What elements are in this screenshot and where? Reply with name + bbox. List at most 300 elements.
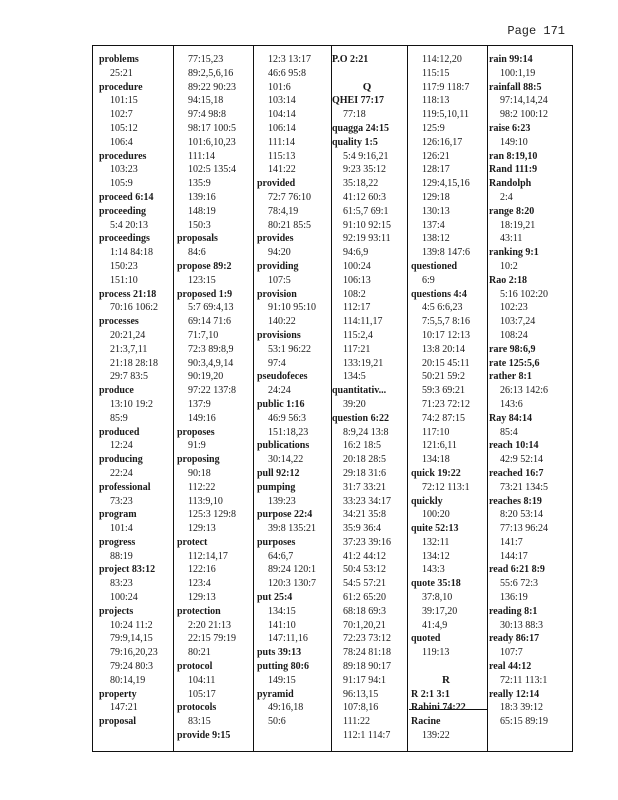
index-reference: 72:12 113:1 [422, 481, 470, 493]
index-reference: 132:11 [422, 536, 450, 548]
index-reference: 151:10 [110, 274, 138, 286]
index-reference: 106:13 [343, 274, 371, 286]
index-reference: 7:5,5,7 8:16 [422, 316, 471, 328]
index-reference: 5:4 9:16,21 [343, 150, 389, 162]
index-reference: 50:21 59:2 [422, 371, 466, 383]
index-reference: 20:15 45:11 [422, 357, 470, 369]
index-reference: 106:4 [110, 136, 133, 148]
index-reference: 117:21 [343, 343, 371, 355]
index-reference: 108:2 [343, 288, 366, 300]
index-reference: 9:23 35:12 [343, 164, 387, 176]
index-reference: 105:9 [110, 178, 133, 190]
index-term: publications [257, 440, 310, 452]
index-reference: 143:6 [500, 398, 523, 410]
index-reference: 25:21 [110, 67, 133, 79]
index-reference: 79:9,14,15 [110, 633, 153, 645]
index-reference: 91:9 [188, 440, 206, 452]
index-term: quick 19:22 [411, 467, 461, 479]
index-reference: 103:7,24 [500, 316, 536, 328]
index-term: rain 99:14 [489, 54, 533, 65]
index-reference: 78:4,19 [268, 205, 299, 217]
index-reference: 101:15 [110, 95, 138, 107]
index-term: reaches 8:19 [489, 495, 542, 507]
index-term: processes [99, 316, 139, 328]
index-term: question 6:22 [332, 412, 389, 424]
index-reference: 90:18 [188, 467, 211, 479]
index-reference: 39:17,20 [422, 605, 458, 617]
index-reference: 149:16 [188, 412, 216, 424]
index-reference: 22:15 79:19 [188, 633, 237, 645]
index-term: put 25:4 [257, 592, 293, 604]
index-reference: 129:18 [422, 191, 450, 203]
index-term: reached 16:7 [489, 467, 544, 479]
index-reference: 115:13 [268, 150, 296, 162]
index-reference: 50:4 53:12 [343, 564, 387, 576]
index-reference: 105:12 [110, 122, 138, 134]
index-term: proposals [177, 233, 218, 245]
index-term: quote 35:18 [411, 578, 461, 590]
index-reference: 73:21 134:5 [500, 481, 549, 493]
index-reference: 70:16 106:2 [110, 302, 159, 314]
index-reference: 139:23 [268, 495, 296, 507]
index-term: R 2:1 3:1 [411, 688, 450, 700]
index-reference: 79:16,20,23 [110, 647, 158, 659]
index-reference: 65:15 89:19 [500, 716, 549, 728]
index-reference: 117:9 118:7 [422, 81, 470, 93]
index-term: process 21:18 [99, 288, 157, 300]
column-divider [487, 46, 488, 751]
index-reference: 111:14 [268, 136, 296, 148]
column-divider [253, 46, 254, 751]
index-reference: 111:14 [188, 150, 216, 162]
index-reference: 119:5,10,11 [422, 109, 470, 121]
index-term: Randolph [489, 178, 532, 190]
index-reference: 59:3 69:21 [422, 385, 466, 397]
index-reference: 107:8,16 [343, 702, 379, 714]
index-reference: 54:5 57:21 [343, 578, 387, 590]
index-reference: 118:13 [422, 95, 450, 107]
index-reference: 50:6 [268, 716, 286, 728]
index-column-5 [411, 53, 481, 743]
index-term: protocol [177, 661, 213, 673]
index-reference: 77:13 96:24 [500, 523, 549, 535]
index-reference: 5:7 69:4,13 [188, 302, 234, 314]
word-index-table [92, 45, 573, 752]
column-divider [407, 46, 408, 751]
index-term: pumping [257, 481, 296, 493]
index-reference: 24:24 [268, 385, 291, 397]
index-reference: 33:23 34:17 [343, 495, 392, 507]
index-term: puts 39:13 [257, 647, 302, 659]
index-reference: 94:15,18 [188, 95, 224, 107]
index-term: professional [99, 481, 151, 493]
index-reference: 41:4,9 [422, 619, 448, 631]
index-reference [332, 67, 402, 81]
index-term: putting 80:6 [257, 661, 309, 673]
index-reference: 72:7 76:10 [268, 191, 312, 203]
index-reference: 112:22 [188, 481, 216, 493]
index-reference: 37:23 39:16 [343, 536, 392, 548]
index-reference: 53:1 96:22 [268, 343, 312, 355]
index-reference: 18:19,21 [500, 219, 536, 231]
index-reference: 141:10 [268, 619, 296, 631]
index-reference: 135:9 [188, 178, 211, 190]
index-reference: 84:6 [188, 247, 206, 259]
index-reference: 149:15 [268, 674, 296, 686]
index-term: progress [99, 536, 136, 548]
index-term: protect [177, 536, 208, 548]
index-reference: 29:7 83:5 [110, 371, 149, 383]
index-reference: 79:24 80:3 [110, 661, 154, 673]
index-reference: 91:10 95:10 [268, 302, 317, 314]
index-term: read 6:21 8:9 [489, 564, 545, 576]
index-reference: 4:5 6:6,23 [422, 302, 463, 314]
index-reference: 49:16,18 [268, 702, 304, 714]
index-reference: 129:13 [188, 523, 216, 535]
index-term: provides [257, 233, 294, 245]
index-term: real 44:12 [489, 661, 532, 673]
index-reference: 150:23 [110, 260, 138, 272]
index-reference: 41:2 44:12 [343, 550, 387, 562]
index-term: pyramid [257, 688, 294, 700]
index-term: pseudofeces [257, 371, 308, 383]
index-reference: 92:19 93:11 [343, 233, 391, 245]
index-reference: 68:18 69:3 [343, 605, 387, 617]
index-reference: 101:6 [268, 81, 291, 93]
index-reference: 102:7 [110, 109, 133, 121]
index-term: purpose 22:4 [257, 509, 313, 521]
index-reference: 140:22 [268, 316, 296, 328]
index-reference: 2:20 21:13 [188, 619, 232, 631]
index-term: quality 1:5 [332, 136, 378, 148]
column-divider [173, 46, 174, 751]
index-reference: 107:5 [268, 274, 291, 286]
index-reference: 18:3 39:12 [500, 702, 544, 714]
index-reference: 77:15,23 [188, 54, 224, 65]
index-reference: 8:20 53:14 [500, 509, 544, 521]
index-reference: 83:15 [188, 716, 211, 728]
index-term: provided [257, 178, 296, 190]
index-reference: 121:6,11 [422, 440, 457, 452]
index-reference: 77:18 [343, 109, 366, 121]
index-term: quantitativ... [332, 385, 387, 397]
index-term: QHEI 77:17 [332, 95, 384, 107]
index-reference: 70:1,20,21 [343, 619, 386, 631]
index-reference: 138:12 [422, 233, 450, 245]
index-reference: 111:22 [343, 716, 371, 728]
index-reference: 112:17 [343, 302, 371, 314]
index-reference: 20:21,24 [110, 329, 146, 341]
index-reference: 98:17 100:5 [188, 122, 237, 134]
index-reference: 144:17 [500, 550, 528, 562]
index-term: questioned [411, 260, 458, 272]
index-reference: 134:12 [422, 550, 450, 562]
index-reference: 80:21 85:5 [268, 219, 312, 231]
index-reference: 72:3 89:8,9 [188, 343, 234, 355]
index-reference: 46:6 95:8 [268, 67, 307, 79]
index-reference: 41:12 60:3 [343, 191, 387, 203]
index-reference: 134:5 [343, 371, 366, 383]
index-term: proposes [177, 426, 215, 438]
index-column-3 [257, 53, 316, 729]
index-reference: 128:17 [422, 164, 450, 176]
index-reference: 136:19 [500, 592, 528, 604]
index-term: Rao 2:18 [489, 274, 528, 286]
index-term: purposes [257, 536, 296, 548]
index-term: P.O 2:21 [332, 54, 369, 65]
index-reference: 101:6,10,23 [188, 136, 236, 148]
index-reference: 139:16 [188, 191, 216, 203]
index-term: rare 98:6,9 [489, 343, 536, 355]
index-reference: 72:11 113:1 [500, 674, 548, 686]
index-reference: 2:4 [500, 191, 513, 203]
index-term: rainfall 88:5 [489, 81, 542, 93]
index-reference: 123:4 [188, 578, 211, 590]
index-reference: 97:4 98:8 [188, 109, 227, 121]
index-reference: 141:22 [268, 164, 296, 176]
index-reference: 106:14 [268, 122, 296, 134]
index-reference: 101:4 [110, 523, 133, 535]
index-reference: 21:18 28:18 [110, 357, 159, 369]
index-term: program [99, 509, 137, 521]
index-reference: 5:16 102:20 [500, 288, 549, 300]
index-term: projects [99, 605, 134, 617]
index-reference: 10:24 11:2 [110, 619, 153, 631]
index-reference: 143:3 [422, 564, 445, 576]
index-reference: 139:8 147:6 [422, 247, 471, 259]
index-term: propose 89:2 [177, 260, 232, 272]
index-reference: 133:19,21 [343, 357, 384, 369]
index-reference: 112:14,17 [188, 550, 228, 562]
index-term: questions 4:4 [411, 288, 467, 300]
index-term: produce [99, 385, 134, 397]
index-reference: 150:3 [188, 219, 211, 231]
index-reference [411, 660, 481, 674]
index-term: Racine [411, 716, 441, 728]
index-reference: 71:23 72:12 [422, 398, 471, 410]
index-reference: 151:18,23 [268, 426, 309, 438]
index-term: project 83:12 [99, 564, 156, 576]
index-reference: 139:22 [422, 730, 450, 742]
index-column-4 [332, 53, 402, 743]
index-term: quoted [411, 633, 441, 645]
index-reference: 16:2 18:5 [343, 440, 382, 452]
index-reference: 6:9 [422, 274, 435, 286]
index-reference: 100:24 [343, 260, 371, 272]
index-term: Rand 111:9 [489, 164, 538, 176]
index-reference: 30:13 88:3 [500, 619, 544, 631]
index-reference: 29:18 31:6 [343, 467, 387, 479]
index-reference: 97:22 137:8 [188, 385, 237, 397]
index-term: pull 92:12 [257, 467, 300, 479]
index-reference: 125:9 [422, 122, 445, 134]
index-reference: 98:2 100:12 [500, 109, 549, 121]
index-reference: 34:21 35:8 [343, 509, 387, 521]
index-reference: 78:24 81:18 [343, 647, 392, 659]
index-reference: 96:13,15 [343, 688, 379, 700]
index-reference: 100:1,19 [500, 67, 536, 79]
index-reference: 42:9 52:14 [500, 454, 544, 466]
index-term: public 1:16 [257, 398, 305, 410]
index-reference: 83:23 [110, 578, 133, 590]
index-reference: 80:21 [188, 647, 211, 659]
index-reference: 30:14,22 [268, 454, 304, 466]
index-reference: 103:23 [110, 164, 138, 176]
index-term: ran 8:19,10 [489, 150, 538, 162]
index-reference: 20:18 28:5 [343, 454, 387, 466]
index-reference: 64:6,7 [268, 550, 294, 562]
index-reference: 22:24 [110, 467, 133, 479]
index-reference: 71:7,10 [188, 329, 219, 341]
index-term: proposed 1:9 [177, 288, 233, 300]
index-reference: 39:8 135:21 [268, 523, 317, 535]
index-reference: 97:14,14,24 [500, 95, 548, 107]
index-reference: 8:9,24 13:8 [343, 426, 389, 438]
section-letter: Q [362, 80, 372, 93]
index-term: property [99, 688, 137, 700]
index-term: ranking 9:1 [489, 247, 539, 259]
index-reference: 10:17 12:13 [422, 329, 471, 341]
index-reference: 100:20 [422, 509, 450, 521]
index-reference: 137:4 [422, 219, 445, 231]
index-reference: 90:3,4,9,14 [188, 357, 234, 369]
index-reference: 130:13 [422, 205, 450, 217]
index-reference: 37:8,10 [422, 592, 453, 604]
index-term: protection [177, 605, 221, 617]
index-reference: 39:20 [343, 398, 366, 410]
index-reference: 115:15 [422, 67, 450, 79]
index-reference: 97:4 [268, 357, 286, 369]
index-reference: 104:11 [188, 674, 216, 686]
index-reference: 94:6,9 [343, 247, 369, 259]
index-reference: 134:15 [268, 605, 296, 617]
index-reference: 61:5,7 69:1 [343, 205, 389, 217]
index-term: Rabini 74:22 [411, 702, 466, 714]
index-term: really 12:14 [489, 688, 540, 700]
index-reference: 114:12,20 [422, 54, 462, 65]
index-reference: 147:11,16 [268, 633, 308, 645]
index-reference: 114:11,17 [343, 316, 383, 328]
index-reference: 94:20 [268, 247, 291, 259]
index-term: provide 9:15 [177, 730, 231, 742]
index-reference: 5:4 20:13 [110, 219, 149, 231]
index-reference: 89:18 90:17 [343, 661, 392, 673]
index-reference: 85:4 [500, 426, 518, 438]
index-reference: 148:19 [188, 205, 216, 217]
index-term: proposal [99, 716, 137, 728]
index-reference: 26:13 142:6 [500, 385, 549, 397]
index-reference: 149:10 [500, 136, 528, 148]
index-reference: 115:2,4 [343, 329, 373, 341]
index-reference: 141:7 [500, 536, 523, 548]
index-reference: 89:22 90:23 [188, 81, 237, 93]
index-reference: 31:7 33:21 [343, 481, 387, 493]
index-term: quickly [411, 495, 443, 507]
index-term: quagga 24:15 [332, 122, 389, 134]
index-reference: 105:17 [188, 688, 216, 700]
index-reference: 12:3 13:17 [268, 54, 312, 65]
index-reference: 147:21 [110, 702, 138, 714]
index-reference: 134:18 [422, 454, 450, 466]
page-number-label: Page 171 [507, 24, 565, 38]
index-reference: 123:15 [188, 274, 216, 286]
index-reference: 119:13 [422, 647, 450, 659]
index-reference: 89:24 120:1 [268, 564, 317, 576]
index-term: producing [99, 454, 143, 466]
index-reference: 85:9 [110, 412, 128, 424]
index-term: reading 8:1 [489, 605, 538, 617]
index-term: rather 8:1 [489, 371, 532, 383]
index-term: provision [257, 288, 297, 300]
index-reference: 129:4,15,16 [422, 178, 470, 190]
index-column-2 [177, 53, 236, 743]
index-reference: 107:7 [500, 647, 523, 659]
index-reference: 102:23 [500, 302, 528, 314]
index-term: Ray 84:14 [489, 412, 533, 424]
index-term: proceeding [99, 205, 147, 217]
index-term: raise 6:23 [489, 122, 531, 134]
index-reference: 112:1 114:7 [343, 730, 391, 742]
index-reference: 113:9,10 [188, 495, 223, 507]
index-column-6 [489, 53, 548, 729]
index-reference: 120:3 130:7 [268, 578, 317, 590]
index-reference: 122:16 [188, 564, 216, 576]
index-reference: 80:14,19 [110, 674, 146, 686]
index-reference: 91:10 92:15 [343, 219, 392, 231]
index-reference: 21:3,7,11 [110, 343, 148, 355]
index-reference: 126:16,17 [422, 136, 463, 148]
index-reference: 89:2,5,6,16 [188, 67, 234, 79]
index-reference: 73:23 [110, 495, 133, 507]
index-reference: 72:23 73:12 [343, 633, 392, 645]
index-reference: 35:9 36:4 [343, 523, 382, 535]
section-letter: R [442, 673, 450, 686]
index-reference: 43:11 [500, 233, 523, 245]
index-term: procedure [99, 81, 143, 93]
index-term: proceedings [99, 233, 150, 245]
index-reference: 46:9 56:3 [268, 412, 307, 424]
index-term: ready 86:17 [489, 633, 540, 645]
index-reference: 126:21 [422, 150, 450, 162]
index-reference: 125:3 129:8 [188, 509, 237, 521]
index-reference: 117:10 [422, 426, 450, 438]
index-term: reach 10:14 [489, 440, 539, 452]
index-reference: 103:14 [268, 95, 296, 107]
index-reference: 137:9 [188, 398, 211, 410]
index-term: protocols [177, 702, 217, 714]
index-reference: 88:19 [110, 550, 133, 562]
index-term: produced [99, 426, 140, 438]
index-term: rate 125:5,6 [489, 357, 540, 369]
index-term: proceed 6:14 [99, 191, 154, 203]
index-term: quite 52:13 [411, 523, 459, 535]
index-reference: 10:2 [500, 260, 518, 272]
index-reference: 129:13 [188, 592, 216, 604]
index-reference: 104:14 [268, 109, 296, 121]
index-reference: 61:2 65:20 [343, 592, 387, 604]
index-term: provisions [257, 329, 301, 341]
index-reference: 74:2 87:15 [422, 412, 466, 424]
index-reference: 69:14 71:6 [188, 316, 232, 328]
index-reference: 108:24 [500, 329, 528, 341]
index-term: proposing [177, 454, 220, 466]
index-term: procedures [99, 150, 147, 162]
index-reference: 90:19,20 [188, 371, 224, 383]
index-reference: 12:24 [110, 440, 133, 452]
index-reference: 55:6 72:3 [500, 578, 539, 590]
index-reference: 13:10 19:2 [110, 398, 154, 410]
index-reference: 1:14 84:18 [110, 247, 154, 259]
